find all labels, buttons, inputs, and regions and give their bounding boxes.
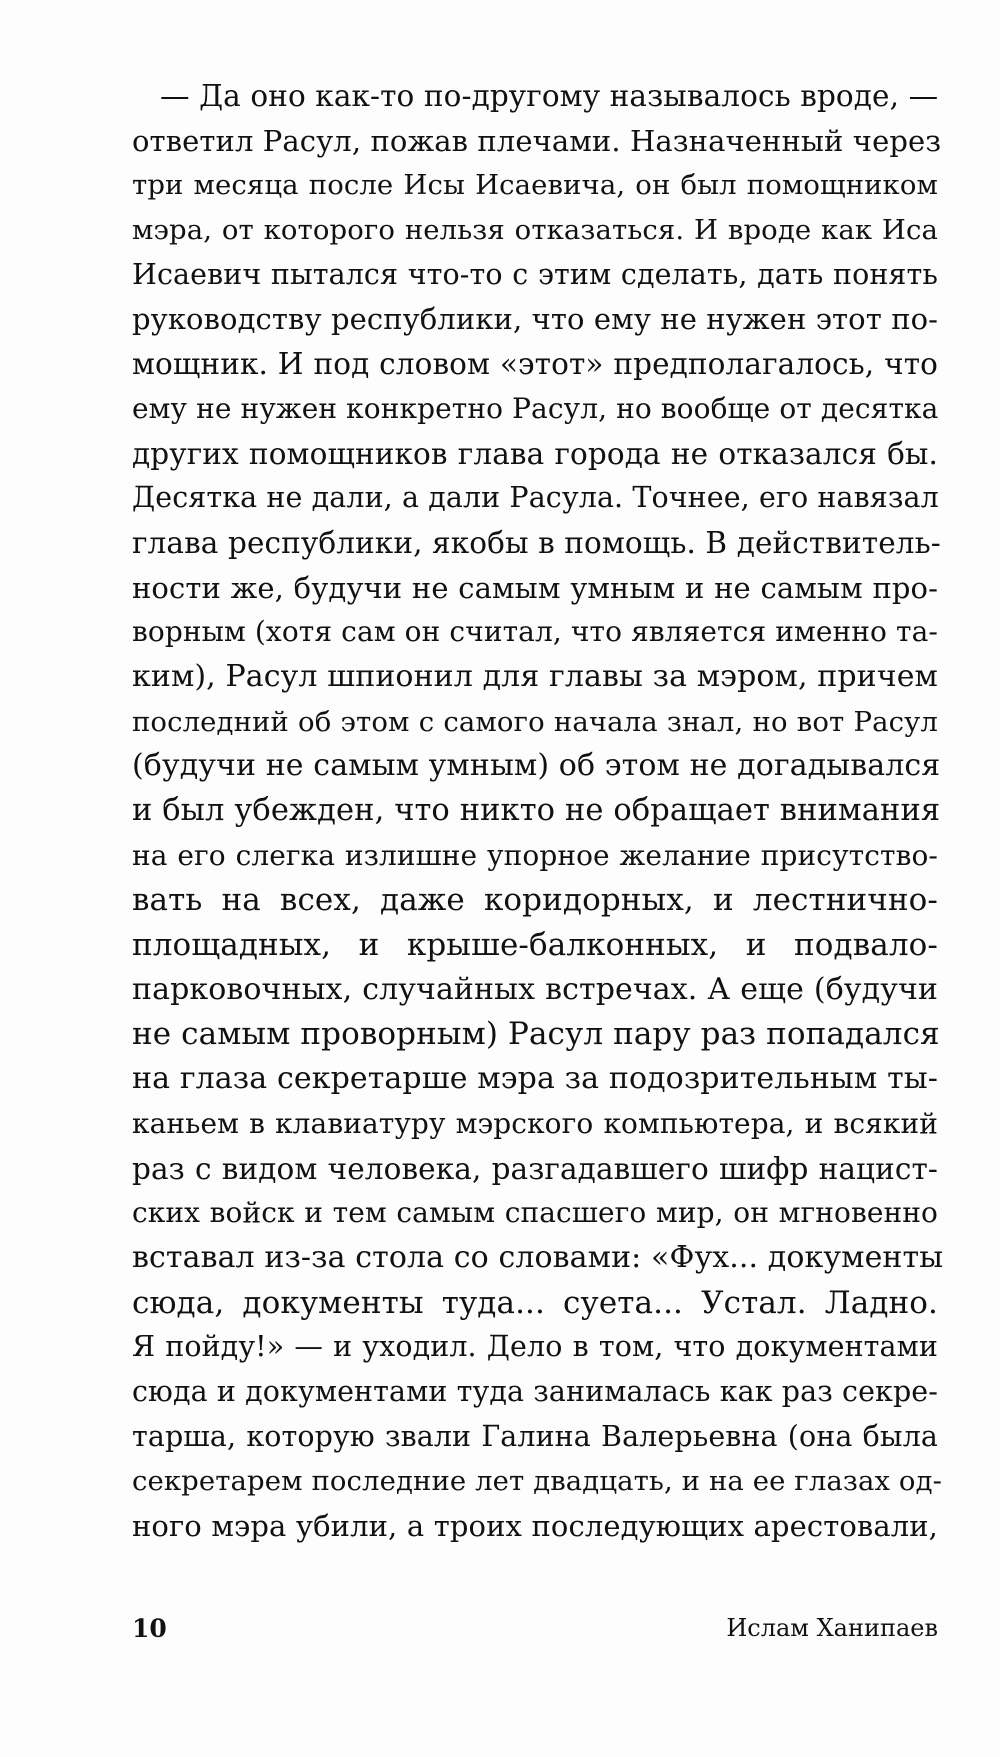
text-line: ему не нужен конкретно Расул, но вообще от десятка <box>132 391 939 425</box>
text-line: ворным (хотя сам он считал, что является именно та- <box>132 615 938 649</box>
text-line: тарша, которую звали Галина Валерьевна (она была <box>132 1419 938 1453</box>
text-line: других помощников глава города не отказался бы. <box>132 436 938 471</box>
text-line: не самым проворным) Расул пару раз попадался <box>132 1016 940 1053</box>
text-line: глава республики, якобы в помощь. В действитель- <box>132 525 941 560</box>
text-line: на его слегка излишне упорное желание присутство- <box>132 838 938 872</box>
text-line: сюда, документы туда... суета... Устал. Ладно. <box>132 1284 938 1321</box>
text-line: парковочных, случайных встречах. А еще (будучи <box>132 971 938 1007</box>
text-line: каньем в клавиатуру мэрского компьютера, и всякий <box>132 1106 938 1140</box>
text-line: секретарем последние лет двадцать, и на ее глазах од- <box>132 1465 943 1498</box>
page-number: 10 <box>132 1614 167 1643</box>
text-line: Я пойду!» — и уходил. Дело в том, что документами <box>132 1330 938 1364</box>
text-line: Исаевич пытался что-то с этим сделать, дать понять <box>132 257 938 291</box>
text-line: ким), Расул шпионил для главы за мэром, причем <box>132 658 938 694</box>
text-line: мощник. И под словом «этот» предполагалось, что <box>132 347 938 382</box>
text-line: последний об этом с самого начала знал, но вот Расул <box>132 705 938 738</box>
page-footer <box>132 1614 938 1654</box>
text-line: ности же, будучи не самым умным и не самым про- <box>132 570 938 605</box>
text-line: (будучи не самым умным) об этом не догадывался <box>132 748 941 784</box>
text-line: на глаза секретарше мэра за подозрительным ты- <box>132 1061 938 1097</box>
text-line: ских войск и тем самым спасшего мир, он мгновенно <box>132 1196 938 1230</box>
body-text <box>132 74 944 1549</box>
text-line: мэра, от которого нельзя отказаться. И вроде как Иса <box>132 214 938 247</box>
text-line: вать на всех, даже коридорных, и лестнично- <box>132 882 938 919</box>
text-line: сюда и документами туда занималась как раз секре- <box>132 1374 938 1408</box>
text-line: руководству республики, что ему не нужен этот по- <box>132 302 939 337</box>
text-line: ответил Расул, пожав плечами. Назначенный через <box>132 123 942 158</box>
text-line: вставал из-за стола со словами: «Фух... документы <box>132 1239 944 1275</box>
text-line: площадных, и крыше-балконных, и подвало- <box>132 927 938 964</box>
running-footer-author: Ислам Ханипаев <box>726 1614 938 1642</box>
text-line: — Да оно как-то по-другому называлось вроде, — <box>160 79 939 113</box>
text-line: Десятка не дали, а дали Расула. Точнее, его навязал <box>132 481 939 515</box>
text-line: три месяца после Исы Исаевича, он был помощником <box>132 169 938 202</box>
text-line: и был убежден, что никто не обращает внимания <box>132 793 941 828</box>
text-line: раз с видом человека, разгадавшего шифр нацист- <box>132 1151 938 1186</box>
text-line: ного мэра убили, а троих последующих арестовали, <box>132 1509 938 1543</box>
